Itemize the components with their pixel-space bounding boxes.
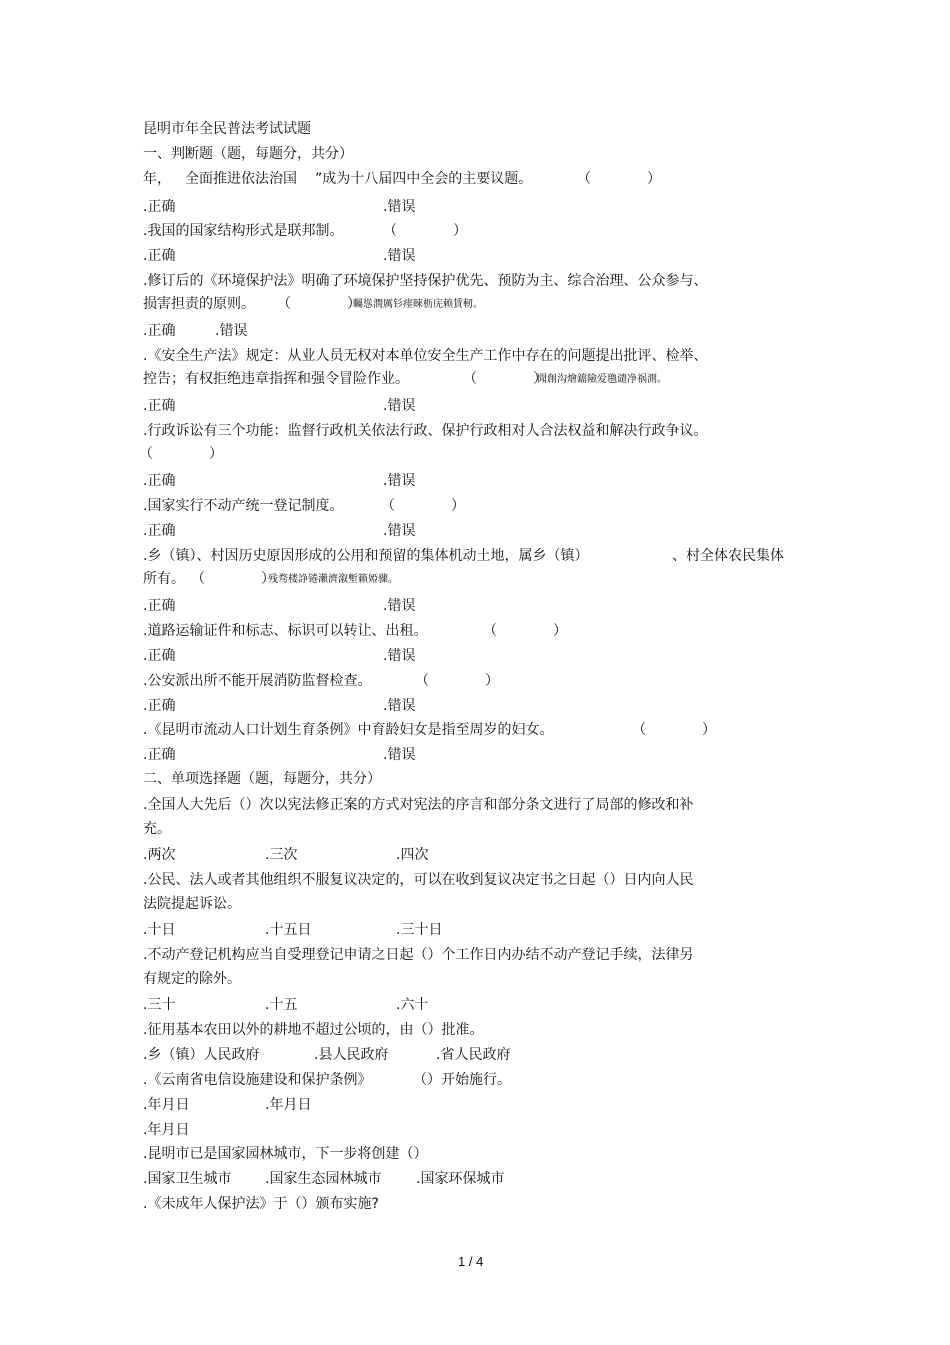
q3-text-line1: .修订后的《环境保护法》明确了环境保护坚持保护优先、预防为主、综合治理、公众参与、: [143, 273, 708, 289]
mc1-text-line2: 充。: [143, 821, 171, 837]
q10-answer-paren: （ ）: [632, 722, 716, 738]
q9-option-correct: .正确: [143, 698, 176, 714]
q3-option-correct: .正确: [143, 323, 176, 339]
q7-garbled-text: 残骛楼諍锩瀨濟溆塹籟婭骤。: [268, 574, 398, 585]
mc5-option-c: .年月日: [143, 1122, 190, 1138]
q8-text: .道路运输证件和标志、标识可以转让、出租。: [143, 623, 428, 639]
section2-heading: 二、单项选择题（题，每题分，共分）: [143, 771, 381, 787]
q4-text-line1: .《安全生产法》规定：从业人员无权对本单位安全生产工作中存在的问题提出批评、检举、: [143, 348, 708, 364]
q3-option-wrong: .错误: [215, 323, 248, 339]
q3-answer-paren: （ ）: [277, 296, 361, 312]
q3-text-line2: 损害担责的原则。: [143, 296, 255, 312]
q4-option-wrong: .错误: [383, 398, 416, 414]
mc2-option-a: .十日: [143, 922, 176, 938]
q7-text-line1a: .乡（镇）、村因历史原因形成的公用和预留的集体机动土地，属乡（镇）: [143, 548, 589, 564]
q10-text: .《昆明市流动人口计划生育条例》中育龄妇女是指至周岁的妇女。: [143, 722, 554, 738]
q5-answer-paren: （ ）: [139, 446, 223, 462]
mc3-option-c: .六十: [396, 997, 429, 1013]
q1-text-b: 全面推进依法治国: [185, 171, 297, 187]
q8-answer-paren: （ ）: [483, 623, 567, 639]
document-title: 昆明市年全民普法考试试题: [143, 121, 311, 137]
mc3-text-line1: .不动产登记机构应当自受理登记申请之日起（）个工作日内办结不动产登记手续，法律另: [143, 947, 694, 963]
mc3-option-a: .三十: [143, 997, 176, 1013]
mc6-text: .昆明市已是国家园林城市，下一步将创建（）: [143, 1146, 428, 1162]
q8-option-correct: .正确: [143, 648, 176, 664]
mc3-option-b: .十五: [265, 997, 298, 1013]
q6-option-correct: .正确: [143, 523, 176, 539]
q6-answer-paren: （ ）: [381, 498, 465, 514]
q1-answer-paren: （ ）: [577, 171, 661, 187]
q3-garbled-text: 矚慫潤厲钐瘗睞枥庑赖賃軔。: [353, 299, 483, 310]
mc1-text-line1: .全国人大先后（）次以宪法修正案的方式对宪法的序言和部分条文进行了局部的修改和补: [143, 797, 694, 813]
q9-answer-paren: （ ）: [415, 673, 499, 689]
q5-option-correct: .正确: [143, 473, 176, 489]
mc5-option-b: .年月日: [265, 1097, 312, 1113]
mc2-option-b: .十五日: [265, 922, 312, 938]
q2-option-wrong: .错误: [383, 248, 416, 264]
mc6-option-c: .国家环保城市: [416, 1171, 505, 1187]
q5-option-wrong: .错误: [383, 473, 416, 489]
mc2-text-line1: .公民、法人或者其他组织不服复议决定的，可以在收到复议决定书之日起（）日内向人民: [143, 872, 694, 888]
q1-option-correct: .正确: [143, 199, 176, 215]
q7-option-wrong: .错误: [383, 598, 416, 614]
q7-text-line1b: 、村全体农民集体: [672, 548, 784, 564]
q5-text-line1: .行政诉讼有三个功能：监督行政机关依法行政、保护行政相对人合法权益和解决行政争议。: [143, 423, 708, 439]
mc4-text: .征用基本农田以外的耕地不超过公顷的，由（）批准。: [143, 1022, 484, 1038]
mc6-option-a: .国家卫生城市: [143, 1171, 232, 1187]
q6-text: .国家实行不动产统一登记制度。: [143, 498, 344, 514]
mc3-text-line2: 有规定的除外。: [143, 971, 241, 987]
mc4-option-a: .乡（镇）人民政府: [143, 1047, 260, 1063]
mc4-option-b: .县人民政府: [314, 1047, 389, 1063]
q2-answer-paren: （ ）: [383, 223, 467, 239]
q2-text: .我国的国家结构形式是联邦制。: [143, 223, 344, 239]
q6-option-wrong: .错误: [383, 523, 416, 539]
q4-option-correct: .正确: [143, 398, 176, 414]
section1-heading: 一、判断题（题，每题分，共分）: [143, 146, 353, 162]
q7-text-line2: 所有。: [143, 571, 185, 587]
q1-option-wrong: .错误: [383, 199, 416, 215]
mc5-text: .《云南省电信设施建设和保护条例》: [143, 1072, 372, 1088]
mc2-option-c: .三十日: [396, 922, 443, 938]
page-number: 1 / 4: [458, 1254, 484, 1269]
q9-option-wrong: .错误: [383, 698, 416, 714]
q1-text-a: 年，: [143, 171, 171, 187]
mc1-option-c: .四次: [396, 847, 429, 863]
q4-text-line2: 控告；有权拒绝违章指挥和强令冒险作业。: [143, 371, 409, 387]
mc4-option-c: .省人民政府: [436, 1047, 511, 1063]
mc5-text-2: （）开始施行。: [413, 1072, 511, 1088]
q7-answer-paren: （ ）: [191, 571, 275, 587]
q7-option-correct: .正确: [143, 598, 176, 614]
q10-option-wrong: .错误: [383, 747, 416, 763]
q9-text: .公安派出所不能开展消防监督检查。: [143, 673, 372, 689]
mc2-text-line2: 法院提起诉讼。: [143, 896, 241, 912]
mc1-option-b: .三次: [265, 847, 298, 863]
mc7-text: .《未成年人保护法》于（）颁布实施?: [143, 1196, 379, 1212]
q2-option-correct: .正确: [143, 248, 176, 264]
q1-text-c: ”成为十八届四中全会的主要议题。: [315, 171, 533, 187]
q4-garbled-text: 聞創沟燴鐺險爱氇谴净祸測。: [537, 374, 667, 385]
mc5-option-a: .年月日: [143, 1097, 190, 1113]
q10-option-correct: .正确: [143, 747, 176, 763]
mc1-option-a: .两次: [143, 847, 176, 863]
mc6-option-b: .国家生态园林城市: [265, 1171, 382, 1187]
q4-answer-paren: （ ）: [463, 371, 547, 387]
q8-option-wrong: .错误: [383, 648, 416, 664]
